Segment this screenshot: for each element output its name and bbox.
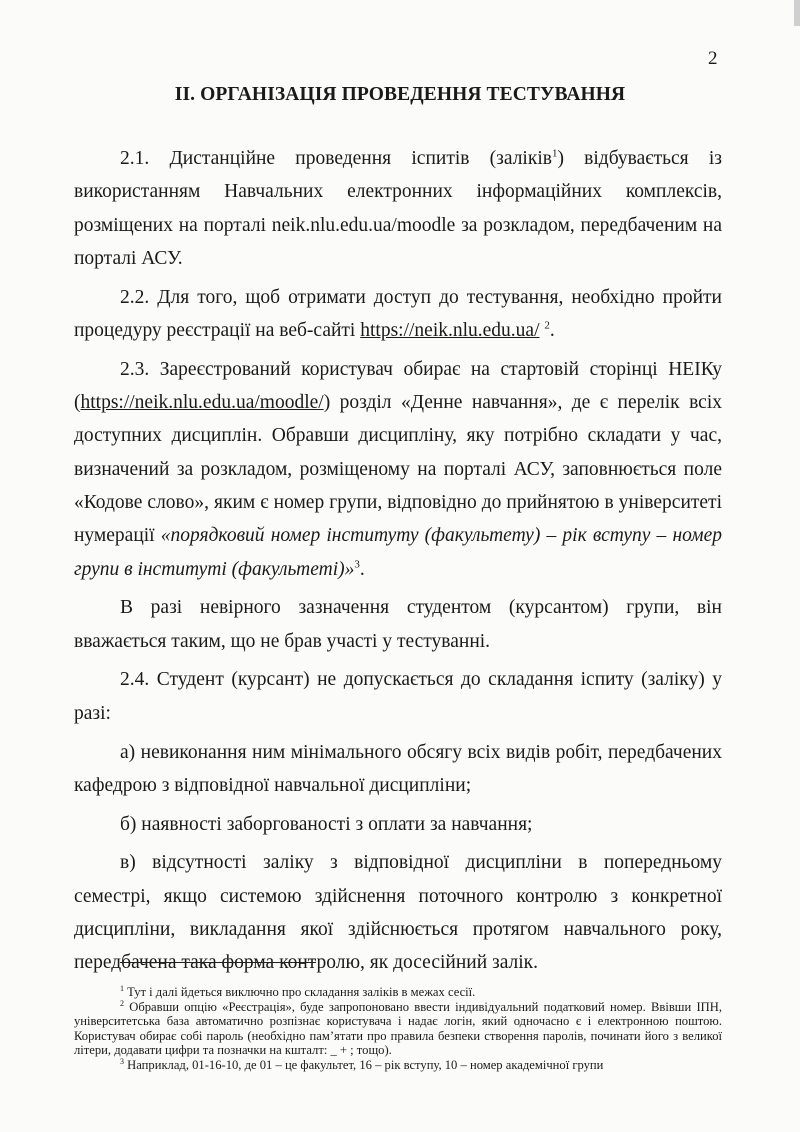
paragraph-text: . bbox=[549, 319, 555, 341]
neik-registration-link[interactable]: https://neik.nlu.edu.ua/ bbox=[360, 319, 540, 341]
paragraph-text: . bbox=[359, 558, 365, 580]
paragraph-wrong-group: В разі невірного зазначення студентом (курсантом) групи, він вважається таким, що не брав участі у тестуванні. bbox=[74, 597, 722, 652]
footnote-ref[interactable]: 3 bbox=[354, 558, 360, 571]
paragraph-text: ) відбувається із використанням Навчальних електронних інформаційних комплексів, розміщених на порталі neik.nlu.edu.ua/moodle за розкладом, передбаченим на порталі АСУ. bbox=[74, 148, 722, 269]
footnote-separator bbox=[120, 962, 316, 963]
footnote-2 bbox=[74, 1000, 722, 1058]
list-item-c: в) відсутності заліку з відповідної дисципліни в попередньому семестрі, якщо системою здійснення поточного контролю з конкретної дисципліни, викладання якої здійснюється протягом навчального року, передбачена така форма контролю, як досесійний залік. bbox=[74, 852, 722, 974]
neik-moodle-link[interactable]: https://neik.nlu.edu.ua/moodle/ bbox=[80, 392, 324, 414]
footnote-ref[interactable]: 1 bbox=[551, 147, 558, 160]
footnote-mark: 1 bbox=[120, 983, 124, 993]
footnote-text: Тут і далі йдеться виключно про складання заліків в межах сесії. bbox=[124, 985, 476, 999]
footnote-text: Наприклад, 01-16-10, де 01 – це факультет, 16 – рік вступу, 10 – номер академічної групи bbox=[124, 1057, 604, 1072]
footnote-ref[interactable]: 2 bbox=[544, 319, 550, 332]
footnote-mark: 3 bbox=[120, 1056, 124, 1066]
footnote-mark: 2 bbox=[120, 998, 124, 1008]
list-item-b: б) наявності заборгованості з оплати за навчання; bbox=[120, 813, 533, 835]
paragraph-2-1 bbox=[74, 142, 722, 275]
list-item-a: а) невиконання ним мінімального обсягу всіх видів робіт, передбачених кафедрою з відповідної навчальної дисципліни; bbox=[74, 741, 722, 796]
footnote-1 bbox=[74, 985, 722, 1000]
footnote-text: Обравши опцію «Реєстрація», буде запропоновано ввести індивідуальний податковий номер. Ввівши ІПН, університетська база автоматично розпізнає користувача і надає логін, який одночасно є і електронною поштою. Користувач обирає собі пароль (необхідно пам’ятати про правила безпеки створення паролів, починати його з великої літери, додавати цифри та позначки на кшталт: _ + ; тощо). bbox=[74, 999, 722, 1058]
paragraph-text: 2.1. Дистанційне проведення іспитів (заліків bbox=[120, 148, 552, 169]
footnote-3 bbox=[74, 1058, 722, 1073]
body-text bbox=[74, 142, 722, 985]
numbering-format: «порядковий номер інституту (факультету) – рік вступу – номер групи в інституті (факультеті)» bbox=[74, 525, 722, 580]
paragraph-text: ) розділ «Денне навчання», де є перелік всіх доступних дисциплін. Обравши дисципліну, яку потрібно складати у час, визначений за розкладом, розміщеному на порталі АСУ, заповнюється поле «Кодове слово», яким є номер групи, відповідно до прийнятою в університеті нумерації bbox=[74, 392, 722, 547]
paragraph-text: 2.2. Для того, щоб отримати доступ до тестування, необхідно пройти процедуру реєстрації на веб-сайті bbox=[74, 286, 722, 341]
paragraph-2-3 bbox=[74, 353, 722, 586]
section-title: ІІ. ОРГАНІЗАЦІЯ ПРОВЕДЕННЯ ТЕСТУВАННЯ bbox=[174, 84, 626, 105]
paragraph-2-2 bbox=[74, 281, 722, 348]
paragraph-text: 2.3. Зареєстрований користувач обирає на стартовій сторінці НЕІКу ( bbox=[74, 358, 722, 414]
footnotes bbox=[74, 985, 722, 1073]
paragraph-2-4: 2.4. Студент (курсант) не допускається до складання іспиту (заліку) у разі: bbox=[74, 669, 722, 724]
scan-edge-mark bbox=[794, 0, 800, 26]
page-number: 2 bbox=[708, 48, 718, 69]
